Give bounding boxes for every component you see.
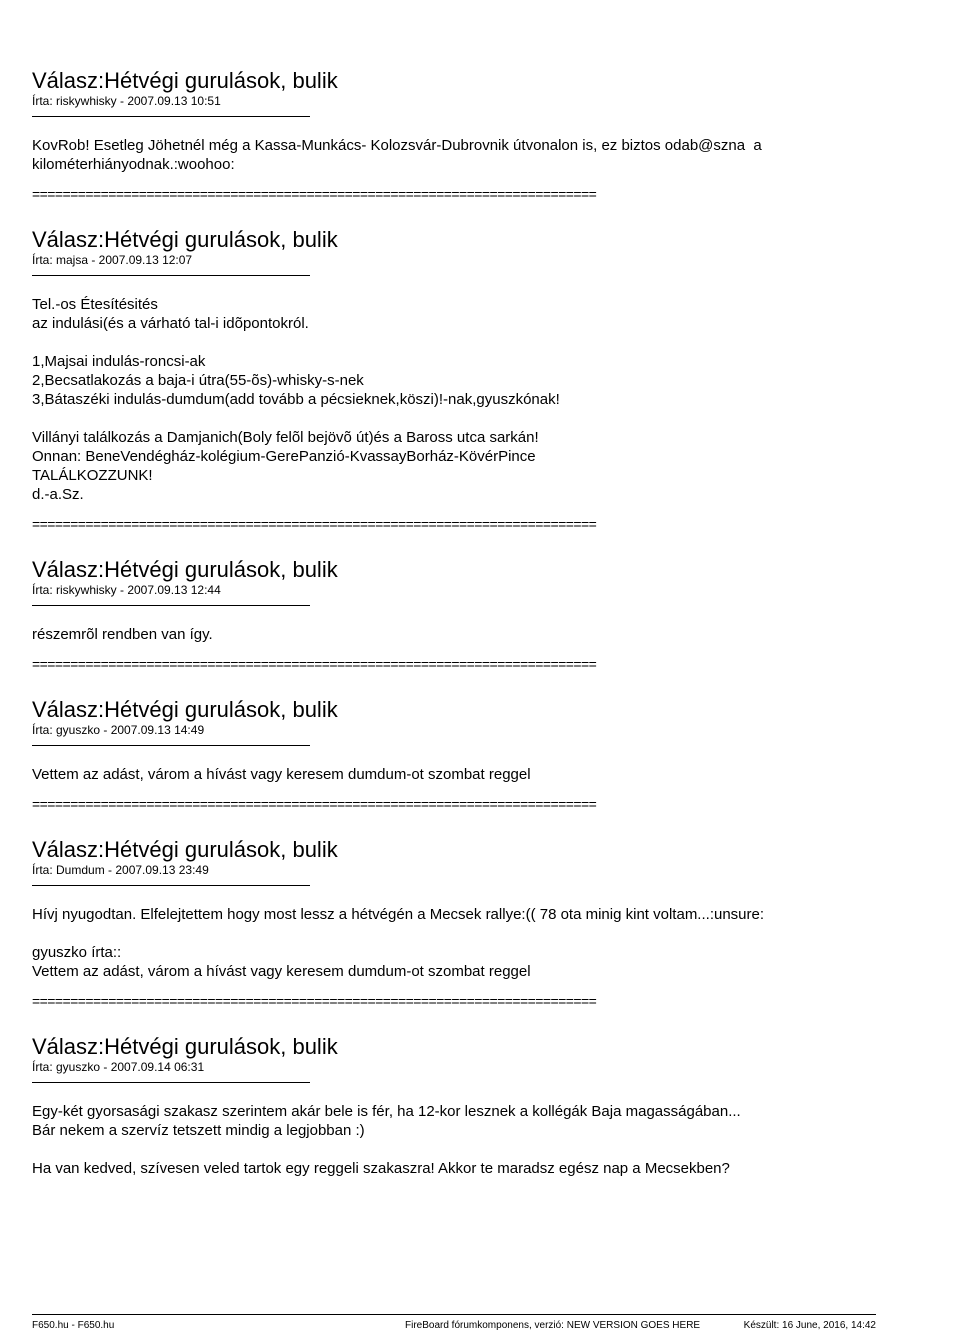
post-divider bbox=[32, 1082, 310, 1083]
post-meta: Írta: Dumdum - 2007.09.13 23:49 bbox=[32, 863, 209, 877]
footer-site: F650.hu - F650.hu bbox=[32, 1320, 115, 1331]
forum-post bbox=[32, 837, 912, 1009]
post-divider bbox=[32, 885, 310, 886]
post-meta: Írta: gyuszko - 2007.09.14 06:31 bbox=[32, 1060, 205, 1074]
forum-post bbox=[32, 68, 912, 202]
footer-component: FireBoard fórumkomponens, verzió: NEW VERSION GOES HERE bbox=[405, 1320, 701, 1331]
post-body: részemrõl rendben van így. bbox=[32, 626, 213, 643]
post-divider bbox=[32, 745, 310, 746]
post-title: Válasz:Hétvégi gurulások, bulik bbox=[32, 557, 338, 582]
post-meta: Írta: gyuszko - 2007.09.13 14:49 bbox=[32, 723, 205, 737]
post-title: Válasz:Hétvégi gurulások, bulik bbox=[32, 837, 338, 862]
post-divider bbox=[32, 116, 310, 117]
footer-generated: Készült: 16 June, 2016, 14:42 bbox=[743, 1320, 876, 1331]
post-body: Tel.-os Étesítésités az indulási(és a várható tal-i idõpontokról. 1,Majsai indulás-roncsi-ak 2,Becsatlakozás a baja-i útra(55-õs)-whisky-s-nek 3,Bátaszéki indulás-dumdum(add tovább a pécsieknek,köszi)!-nak,gyuszkónak! Villányi találkozás a Damjanich(Boly felõl bejövõ út)és a Baross utca sarkán! Onnan: BeneVendégház-kolégium-GerePanzió-KvassayBorház-KövérPince TALÁLKOZZUNK! d.-a.Sz. bbox=[32, 296, 560, 503]
post-separator: ========================================================================== bbox=[32, 656, 597, 672]
post-body: Vettem az adást, várom a hívást vagy keresem dumdum-ot szombat reggel bbox=[32, 766, 531, 783]
forum-post bbox=[32, 1034, 912, 1178]
post-title: Válasz:Hétvégi gurulások, bulik bbox=[32, 227, 338, 252]
post-title: Válasz:Hétvégi gurulások, bulik bbox=[32, 68, 338, 93]
post-body: Egy-két gyorsasági szakasz szerintem akár bele is fér, ha 12-kor lesznek a kollégák Baja magasságában... Bár nekem a szervíz tetszett mindig a legjobban :) Ha van kedved, szívesen veled tartok egy reggeli szakaszra! Akkor te maradsz egész nap a Mecsekben? bbox=[32, 1103, 741, 1177]
forum-thread bbox=[32, 68, 912, 1178]
post-divider bbox=[32, 275, 310, 276]
post-title: Válasz:Hétvégi gurulások, bulik bbox=[32, 697, 338, 722]
post-meta: Írta: riskywhisky - 2007.09.13 12:44 bbox=[32, 583, 221, 597]
post-separator: ========================================================================== bbox=[32, 796, 597, 812]
post-divider bbox=[32, 605, 310, 606]
post-separator: ========================================================================== bbox=[32, 186, 597, 202]
forum-post bbox=[32, 227, 912, 532]
post-title: Válasz:Hétvégi gurulások, bulik bbox=[32, 1034, 338, 1059]
post-separator: ========================================================================== bbox=[32, 993, 597, 1009]
post-body: KovRob! Esetleg Jöhetnél még a Kassa-Munkács- Kolozsvár-Dubrovnik útvonalon is, ez biztos odab@szna a kilométerhiányodnak.:woohoo: bbox=[32, 137, 762, 173]
forum-post bbox=[32, 557, 912, 672]
post-meta: Írta: riskywhisky - 2007.09.13 10:51 bbox=[32, 94, 221, 108]
post-meta: Írta: majsa - 2007.09.13 12:07 bbox=[32, 253, 193, 267]
page-footer bbox=[32, 1314, 876, 1331]
post-separator: ========================================================================== bbox=[32, 516, 597, 532]
post-body: Hívj nyugodtan. Elfelejtettem hogy most lessz a hétvégén a Mecsek rallye:(( 78 ota minig kint voltam...:unsure: gyuszko írta:: Vettem az adást, várom a hívást vagy keresem dumdum-ot szombat reggel bbox=[32, 906, 765, 980]
forum-post bbox=[32, 697, 912, 812]
